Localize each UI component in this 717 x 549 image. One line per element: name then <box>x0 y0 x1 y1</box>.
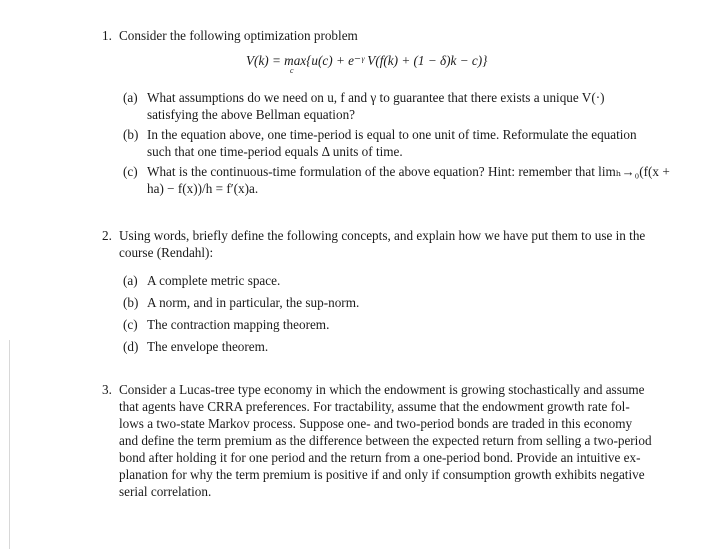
question-text: Consider a Lucas-tree type economy in which the endowment is growing stochastically and assume that agents have CRRA preferences. For tractability, assume that the endowment growth rate fol- lows a two-state Markov process. Suppose one- and two-period bonds are traded in this economy and define the term premium as the difference between the expected return from selling a two-period bond after holding it for one period and the return from a one-period bond. Provide an intuitive ex- planation for why the term premium is positive if and only if consumption growth exhibits negative serial correlation. <box>119 382 652 499</box>
part-label: (b) <box>123 127 139 142</box>
equation-text: V(k) = max{u(c) + e⁻ᵞ V(f(k) + (1 − δ)k − c)} <box>246 53 488 68</box>
part-text: What is the continuous-time formulation of the above equation? Hint: remember that limₕ→₀(f(x + ha) − f(x))/h = f′(x)a. <box>147 164 670 196</box>
question-2-part-c <box>123 316 683 334</box>
part-text: In the equation above, one time-period is equal to one unit of time. Reformulate the equation such that one time-period equals Δ units of time. <box>147 127 637 159</box>
question-2-part-b <box>123 294 683 312</box>
question-number: 1. <box>102 28 112 43</box>
question-text: Consider the following optimization problem <box>119 28 358 43</box>
part-label: (d) <box>123 339 139 354</box>
part-label: (b) <box>123 295 139 310</box>
question-number: 3. <box>102 382 112 397</box>
question-2 <box>102 227 692 263</box>
equation-subscript: c <box>290 66 294 75</box>
question-text: Using words, briefly define the following concepts, and explain how we have put them to use in the course (Rendahl): <box>119 228 646 260</box>
part-label: (a) <box>123 90 138 105</box>
question-number: 2. <box>102 228 112 243</box>
part-text: What assumptions do we need on u, f and γ to guarantee that there exists a unique V(·) satisfying the above Bellman equation? <box>147 90 605 122</box>
question-1-part-a <box>123 89 683 125</box>
question-2-part-a <box>123 272 683 290</box>
part-label: (c) <box>123 164 138 179</box>
part-label: (c) <box>123 317 138 332</box>
question-3 <box>102 381 692 501</box>
part-text: The contraction mapping theorem. <box>147 317 330 332</box>
part-text: The envelope theorem. <box>147 339 269 354</box>
question-1-part-b <box>123 126 683 162</box>
scan-edge-line <box>9 340 10 549</box>
question-2-part-d <box>123 338 683 356</box>
part-text: A norm, and in particular, the sup-norm. <box>147 295 360 310</box>
part-text: A complete metric space. <box>147 273 281 288</box>
bellman-equation <box>246 53 488 75</box>
question-1-part-c <box>123 163 713 199</box>
part-label: (a) <box>123 273 138 288</box>
